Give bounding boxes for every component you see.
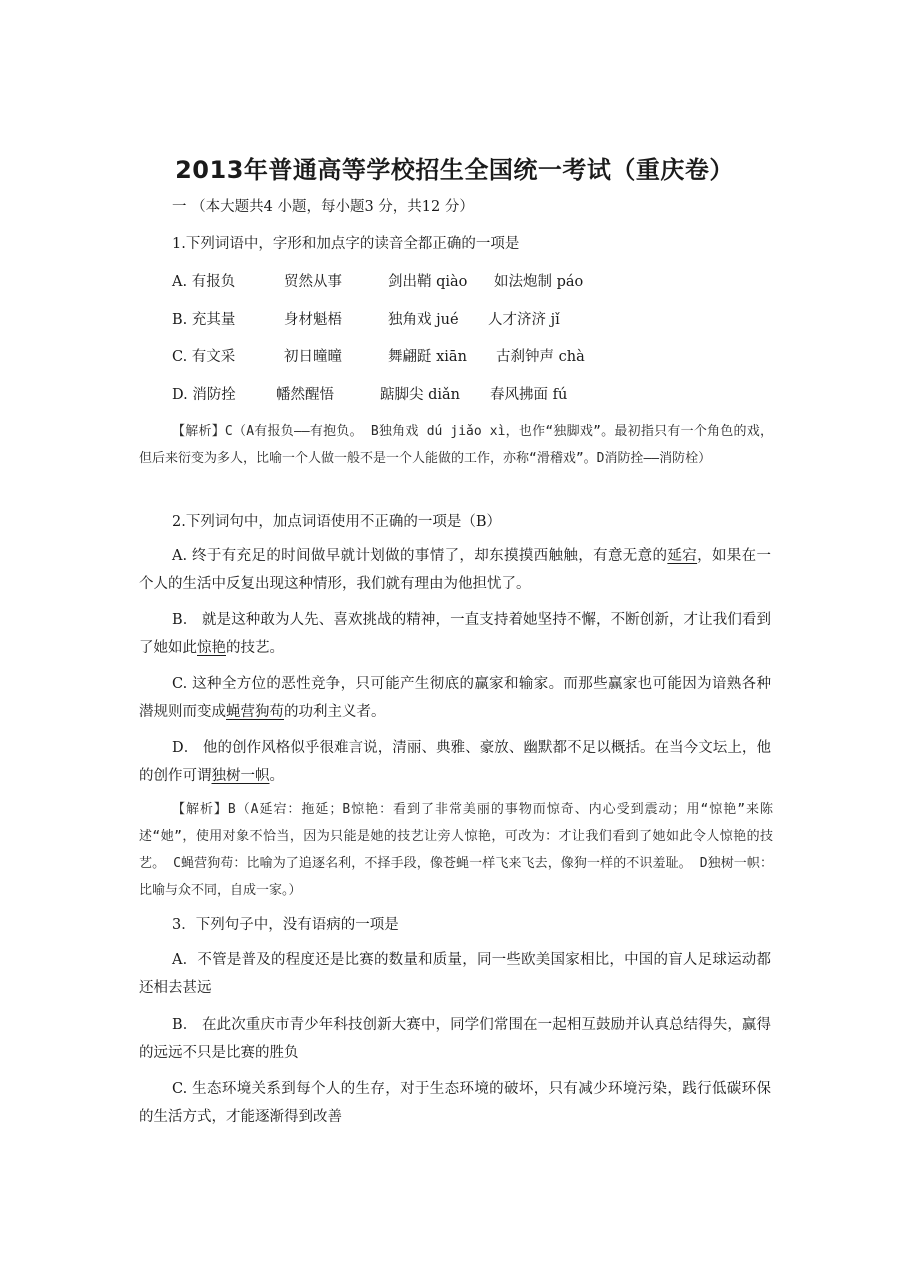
q1-b-1: B. 充其量 [172, 312, 236, 328]
q1-d-2: 幡然醒悟 [276, 387, 334, 403]
q1-c-4: 古刹钟声 chà [496, 349, 585, 365]
q2-d-text: D． 他的创作风格似乎很难言说，清丽、典雅、豪放、幽默都不足以概括。在当今文坛上，他的创作可谓 [139, 740, 771, 784]
q2-a-text: A. 终于有充足的时间做早就计划做的事情了，却东摸摸西触触，有意无意的 [172, 548, 668, 564]
q2-d-text-end: 。 [269, 768, 284, 784]
q1-b-3: 独角戏 jué [388, 312, 459, 328]
q2-stem: 2.下列词句中，加点词语使用不正确的一项是（B） [172, 514, 501, 530]
q2-c-text: C. 这种全方位的恶性竞争，只可能产生彻底的赢家和输家。而那些赢家也可能因为谙熟各种潜规则而变成 [139, 676, 771, 720]
q2-a-underlined: 延宕 [667, 548, 698, 564]
q1-a-4: 如法炮制 páo [494, 274, 584, 290]
q2-a-text-end: ，如果在一个人的生活中反复出现这种情形，我们就有理由为他担忧了。 [139, 548, 772, 592]
q1-stem: 1.下列词语中，字形和加点字的读音全都正确的一项是 [172, 236, 520, 252]
q2-c-text-end: 的功利主义者。 [284, 704, 386, 720]
q2-b-text: B． 就是这种敢为人先、喜欢挑战的精神，一直支持着她坚持不懈，不断创新，才让我们看到了她如此 [139, 612, 771, 656]
q2-analysis: 【解析】B（A延宕：拖延；B惊艳：看到了非常美丽的事物而惊奇、内心受到震动；用“惊艳”来陈述“她”，使用对象不恰当，因为只能是她的技艺让旁人惊艳，可改为：才让我们看到了她如此令人惊艳的技艺。 C蝇营狗苟：比喻为了追逐名利，不择手段，像苍蝇一样飞来飞去，像狗一样的不识羞耻。 D独树一帜：比喻与众不同，自成一家。） [139, 802, 773, 898]
q3-stem: 3．下列句子中，没有语病的一项是 [172, 917, 399, 933]
q3-option-b: B． 在此次重庆市青少年科技创新大赛中，同学们常围在一起相互鼓励并认真总结得失，赢得的远远不只是比赛的胜负 [139, 1017, 771, 1061]
q1-b-4: 人才济济 jǐ [488, 312, 560, 328]
q1-a-3: 剑出鞘 qiào [388, 274, 468, 290]
q2-option-b [139, 606, 771, 662]
q1-d-3: 踮脚尖 diǎn [380, 387, 461, 403]
q1-d-1: D. 消防拴 [172, 387, 236, 403]
q3-option-c: C. 生态环境关系到每个人的生存，对于生态环境的破坏，只有减少环境污染，践行低碳环保的生活方式，才能逐渐得到改善 [139, 1081, 771, 1125]
q3-option-a: A．不管是普及的程度还是比赛的数量和质量，同一些欧美国家相比，中国的盲人足球运动都还相去甚远 [139, 952, 771, 996]
q1-a-2: 贸然从事 [284, 274, 342, 290]
q1-analysis: 【解析】C（A有报负——有抱负。 B独角戏 dú jiǎo xì，也作“独脚戏”。最初指只有一个角色的戏，但后来衍变为多人，比喻一个人做一般不是一个人能做的工作，亦称“滑稽戏”。D消防拴——消防栓） [139, 424, 773, 466]
q1-b-2: 身材魁梧 [284, 312, 342, 328]
q2-b-underlined: 惊艳 [197, 640, 226, 656]
q1-a-1: A. 有报负 [172, 274, 236, 290]
section-header: 一 （本大题共4 小题，每小题3 分，共12 分） [172, 199, 474, 215]
q1-c-3: 舞翩跹 xiān [388, 349, 467, 365]
exam-title: 2013年普通高等学校招生全国统一考试（重庆卷） [175, 156, 734, 184]
q1-c-2: 初日曈曈 [284, 349, 342, 365]
q2-option-d [139, 734, 771, 790]
q2-c-underlined: 蝇营狗苟 [226, 704, 284, 720]
q2-option-c [139, 670, 771, 726]
q2-d-underlined: 独树一帜 [211, 768, 270, 784]
q1-d-4: 春风拂面 fú [490, 387, 568, 403]
q2-option-a [139, 542, 771, 598]
q1-c-1: C. 有文采 [172, 349, 236, 365]
q2-b-text-end: 的技艺。 [226, 640, 284, 656]
